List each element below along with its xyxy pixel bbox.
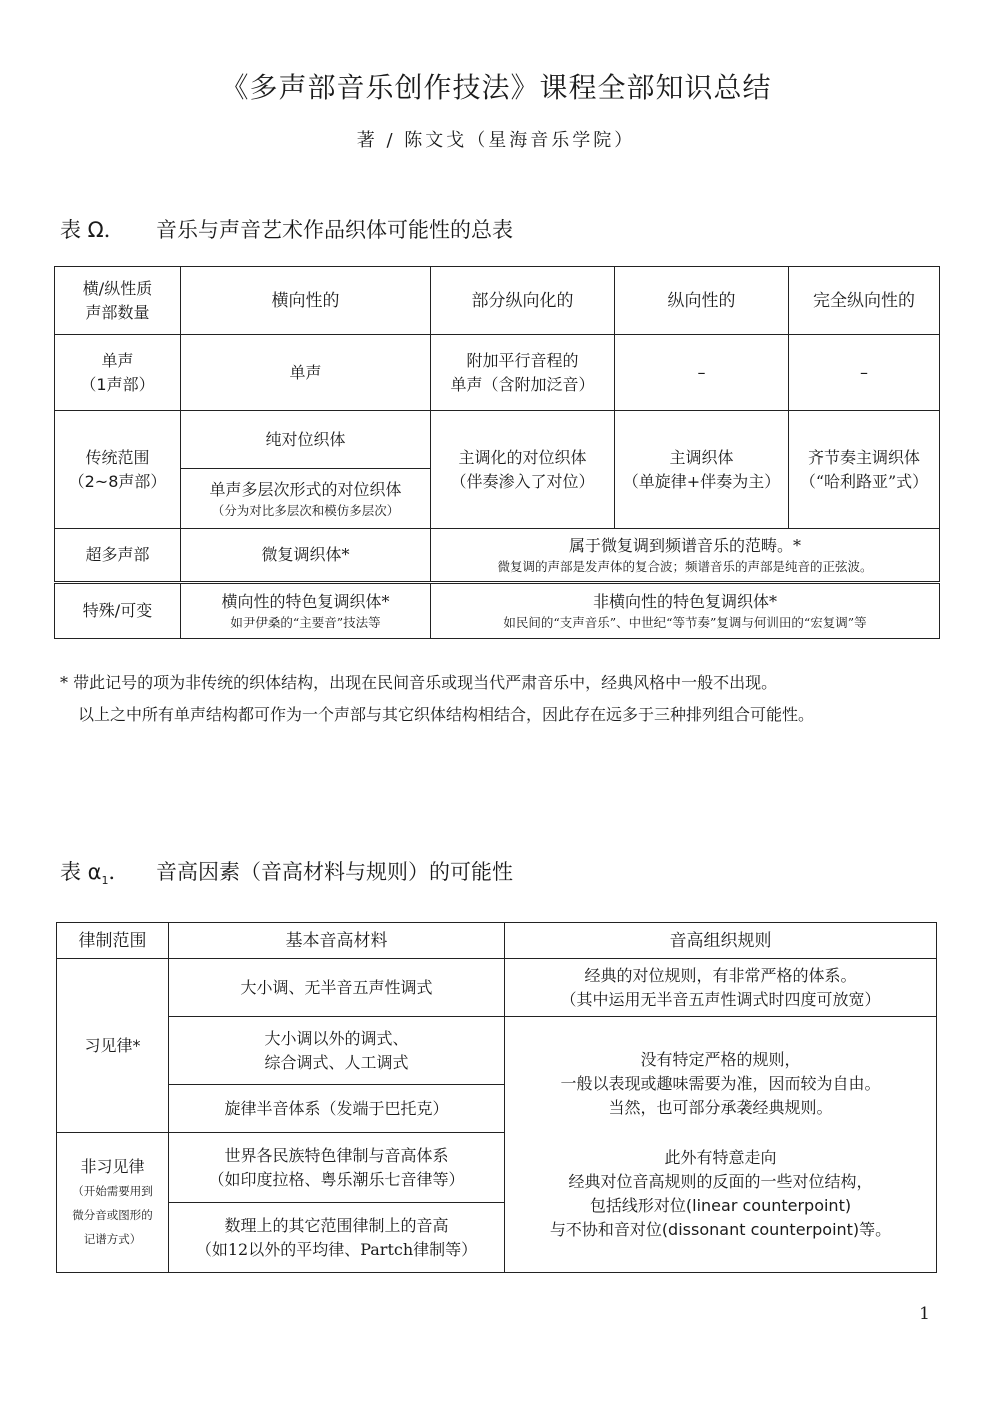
row-label-mono xyxy=(55,335,181,411)
corner-line2: 声部数量 xyxy=(85,302,150,322)
group-common: 习见律* xyxy=(57,959,169,1133)
trad-partial-cell xyxy=(431,411,615,529)
table1-corner-cell xyxy=(55,267,181,335)
table1-row-super xyxy=(55,529,940,583)
super-span-line2: 微复调的声部是发声体的复合波；频谱音乐的声部是纯音的正弦波。 xyxy=(497,559,873,574)
rule-free-line7: 与不协和音对位(dissonant counterpoint)等。 xyxy=(549,1219,892,1239)
corner-line1: 横/纵性质 xyxy=(82,278,153,298)
special-horizontal-note: 如尹伊桑的“主要音”技法等 xyxy=(230,615,381,630)
row-label-super: 超多声部 xyxy=(55,529,181,583)
table1-header-row xyxy=(55,267,940,335)
table2-header-row xyxy=(57,923,937,959)
super-horizontal-cell: 微复调织体* xyxy=(181,529,431,583)
trad-horizontal-b-text: 单声多层次形式的对位织体 xyxy=(209,479,402,499)
rule-free-line2: 一般以表现或趣味需要为准，因而较为自由。 xyxy=(560,1073,881,1093)
trad-vertical-line2: （单旋律+伴奏为主） xyxy=(622,471,781,491)
table2-heading-sub: 1 xyxy=(101,874,109,888)
table1-heading-text: 音乐与声音艺术作品织体可能性的总表 xyxy=(156,218,513,242)
material-5-line2: （如12以外的平均律、Partch律制等） xyxy=(195,1239,478,1259)
material-4 xyxy=(169,1133,505,1203)
trad-vertical-cell xyxy=(615,411,789,529)
col-header-partial: 部分纵向化的 xyxy=(431,267,615,335)
material-4-line1: 世界各民族特色律制与音高体系 xyxy=(224,1145,449,1165)
rule-free-line3: 当然，也可部分承袭经典规则。 xyxy=(608,1097,833,1117)
group-uncommon-note-line2: 微分音或图形的 xyxy=(72,1207,153,1222)
trad-horizontal-b-cell xyxy=(181,469,431,529)
footnote-line2: 以上之中所有单声结构都可作为一个声部与其它织体结构相结合，因此存在远多于三种排列组合可能性。 xyxy=(78,705,815,724)
col-header-rule: 音高组织规则 xyxy=(505,923,937,959)
table1-row-trad-a xyxy=(55,411,940,469)
special-horizontal-text: 横向性的特色复调织体* xyxy=(221,592,390,611)
row-label-special: 特殊/可变 xyxy=(55,583,181,639)
group-uncommon-note-line3: 记谱方式） xyxy=(83,1231,142,1246)
author-line: 著 / 陈文戈（星海音乐学院） xyxy=(356,130,636,151)
mono-horizontal-cell: 单声 xyxy=(181,335,431,411)
table2-row-1 xyxy=(57,959,937,1017)
table2-row-2 xyxy=(57,1017,937,1085)
rule-classic xyxy=(505,959,937,1017)
pitch-table xyxy=(56,922,937,1273)
col-header-horizontal: 横向性的 xyxy=(181,267,431,335)
mono-full-cell: – xyxy=(789,335,940,411)
trad-label-line1: 传统范围 xyxy=(85,447,150,467)
table2-heading-number xyxy=(60,856,156,887)
rule-classic-line2: （其中运用无半音五声性调式时四度可放宽） xyxy=(560,989,881,1009)
material-2-line1: 大小调以外的调式、 xyxy=(264,1028,409,1048)
page-title: 《多声部音乐创作技法》课程全部知识总结 xyxy=(220,71,772,104)
rule-free xyxy=(505,1017,937,1273)
table2-heading-prefix: 表 α xyxy=(60,860,102,884)
mono-partial-cell xyxy=(431,335,615,411)
table1-heading xyxy=(60,214,513,244)
table2-heading xyxy=(60,856,513,887)
rule-free-line4: 此外有特意走向 xyxy=(664,1147,777,1167)
page-number: 1 xyxy=(919,1304,930,1324)
material-2-line2: 综合调式、人工调式 xyxy=(264,1052,409,1072)
material-5 xyxy=(169,1203,505,1273)
texture-table xyxy=(54,266,940,639)
trad-full-cell xyxy=(789,411,940,529)
col-header-material: 基本音高材料 xyxy=(169,923,505,959)
mono-label-line1: 单声 xyxy=(101,350,134,370)
mono-partial-line2: 单声（含附加泛音） xyxy=(450,374,595,394)
trad-full-line1: 齐节奏主调织体 xyxy=(807,447,920,467)
special-span-note: 如民间的“支声音乐”、中世纪“等节奏”复调与何训田的“宏复调”等 xyxy=(503,615,867,630)
rule-classic-line1: 经典的对位规则，有非常严格的体系。 xyxy=(584,965,857,985)
trad-full-line2: （“哈利路亚”式） xyxy=(799,471,929,491)
trad-partial-line1: 主调化的对位织体 xyxy=(458,447,587,467)
col-header-temperament: 律制范围 xyxy=(57,923,169,959)
footnote-line1: * 带此记号的项为非传统的织体结构，出现在民间音乐或现当代严肃音乐中，经典风格中一般不出现。 xyxy=(60,673,778,692)
material-5-line1: 数理上的其它范围律制上的音高 xyxy=(224,1215,449,1235)
trad-partial-line2: （伴奏渗入了对位） xyxy=(450,471,595,491)
table2-heading-text: 音高因素（音高材料与规则）的可能性 xyxy=(156,860,513,884)
special-span-cell xyxy=(431,583,940,639)
rule-free-line1: 没有特定严格的规则， xyxy=(640,1049,801,1069)
trad-vertical-line1: 主调织体 xyxy=(669,447,734,467)
special-span-text: 非横向性的特色复调织体* xyxy=(592,592,777,611)
super-span-cell xyxy=(431,529,940,583)
group-uncommon-label: 非习见律 xyxy=(80,1156,145,1176)
rule-free-line6: 包括线形对位(linear counterpoint) xyxy=(589,1195,852,1215)
table1-row-mono xyxy=(55,335,940,411)
trad-label-line2: （2~8声部） xyxy=(68,471,167,491)
row-label-trad xyxy=(55,411,181,529)
table2-heading-suffix: ． xyxy=(108,860,130,884)
rule-free-line5: 经典对位音高规则的反面的一些对位结构， xyxy=(568,1171,873,1191)
material-4-line2: （如印度拉格、粤乐潮乐七音律等） xyxy=(208,1169,465,1189)
mono-partial-line1: 附加平行音程的 xyxy=(466,350,579,370)
col-header-full: 完全纵向性的 xyxy=(789,267,940,335)
mono-label-line2: （1声部） xyxy=(80,374,155,394)
trad-horizontal-a-cell: 纯对位织体 xyxy=(181,411,431,469)
trad-horizontal-b-note: （分为对比多层次和模仿多层次） xyxy=(211,502,400,518)
mono-vertical-cell: – xyxy=(615,335,789,411)
material-2 xyxy=(169,1017,505,1085)
group-uncommon-note-line1: （开始需要用到 xyxy=(72,1183,153,1198)
table1-row-special xyxy=(55,583,940,639)
special-horizontal-cell xyxy=(181,583,431,639)
table1-heading-number: 表 Ω． xyxy=(60,218,125,242)
material-1: 大小调、无半音五声性调式 xyxy=(169,959,505,1017)
col-header-vertical: 纵向性的 xyxy=(615,267,789,335)
group-uncommon xyxy=(57,1133,169,1273)
super-span-line1: 属于微复调到频谱音乐的范畴。* xyxy=(568,536,801,555)
material-3: 旋律半音体系（发端于巴托克） xyxy=(169,1085,505,1133)
